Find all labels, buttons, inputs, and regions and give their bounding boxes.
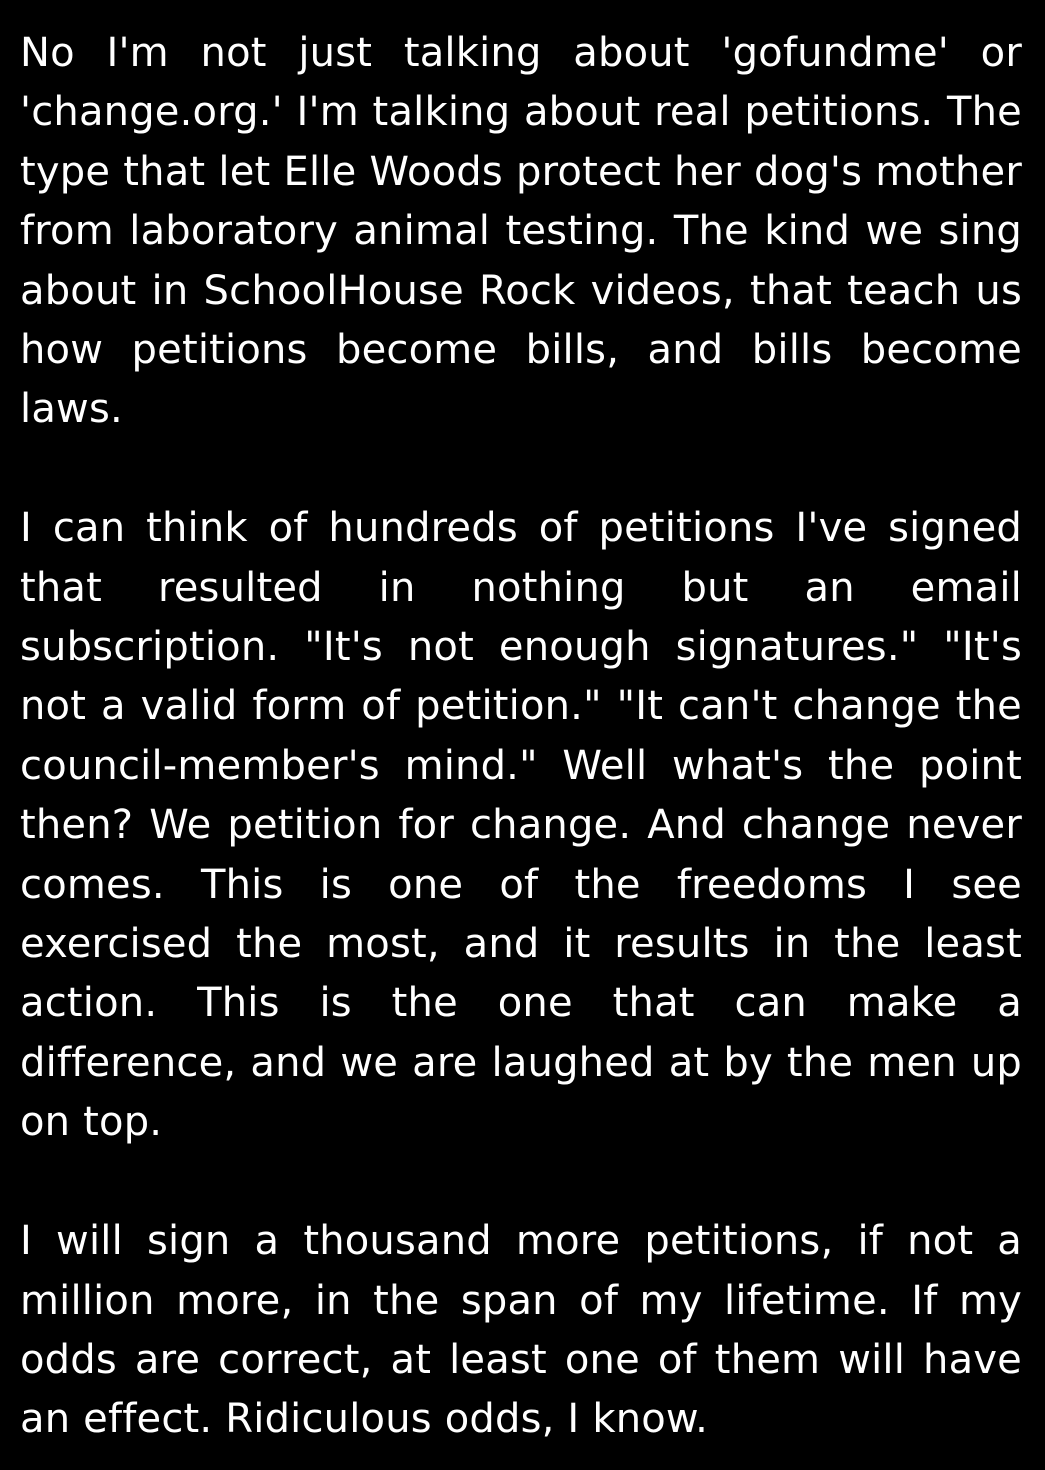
document-body <box>20 24 1022 1450</box>
paragraph-3: I will sign a thousand more petitions, if not a million more, in the span of my lifetime. If my odds are correct, at least one of them will have an effect. Ridiculous odds, I know. <box>20 1218 1022 1443</box>
paragraph-1: No I'm not just talking about 'gofundme' or 'change.org.' I'm talking about real petitions. The type that let Elle Woods protect her dog's mother from laboratory animal testing. The kind we sing about in SchoolHouse Rock videos, that teach us how petitions become bills, and bills become laws. <box>20 30 1022 433</box>
paragraph-2: I can think of hundreds of petitions I've signed that resulted in nothing but an email subscription. "It's not enough signatures." "It's not a valid form of petition." "It can't change the council-member's mind." Well what's the point then? We petition for change. And change never comes. This is one of the freedoms I see exercised the most, and it results in the least action. This is the one that can make a difference, and we are laughed at by the men up on top. <box>20 505 1022 1146</box>
